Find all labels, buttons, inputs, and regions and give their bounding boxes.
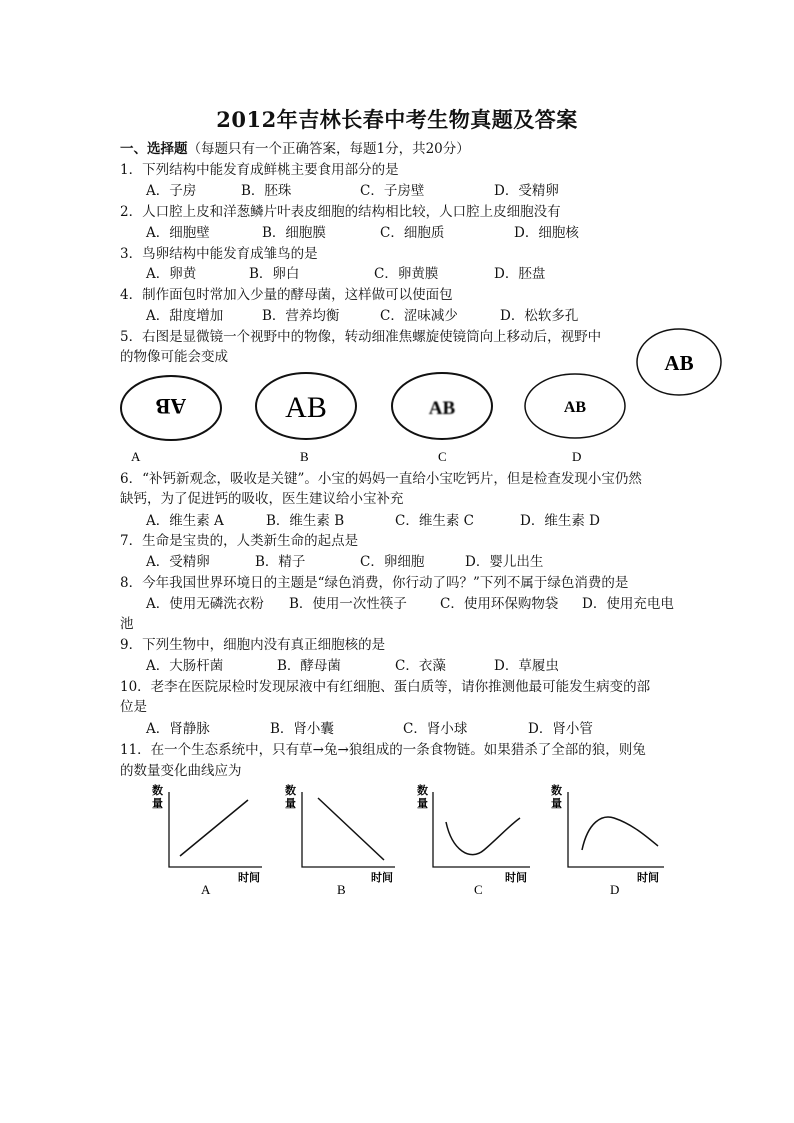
q1-option-c: C．子房壁 [360, 183, 425, 199]
question-5: 5．右图是显微镜一个视野中的物像，转动细准焦螺旋使镜筒向上移动后，视野中 [120, 329, 602, 345]
q7-option-a: A．受精卵 [146, 554, 210, 570]
option-a-image: AB [155, 394, 187, 419]
option-d-image: AB [563, 399, 587, 416]
q7-option-d: D．婴儿出生 [465, 554, 544, 570]
graph-c-curve [446, 818, 520, 855]
q10-option-b: B．肾小囊 [270, 721, 334, 737]
q6-option-a: A．维生素 A [146, 513, 224, 529]
q6-option-d: D．维生素 D [520, 513, 600, 529]
option-b-image: AB [285, 391, 327, 424]
q9-option-a: A．大肠杆菌 [146, 658, 224, 674]
question-10: 10．老李在医院尿检时发现尿液中有红细胞、蛋白质等，请你推测他最可能发生病变的部 [120, 679, 651, 695]
graph-b-ylabel-1: 数 [285, 785, 296, 797]
graph-a-axes [169, 792, 262, 867]
question-8: 8．今年我国世界环境日的主题是“绿色消费，你行动了吗？”下列不属于绿色消费的是 [120, 575, 629, 591]
q4-option-b: B．营养均衡 [262, 308, 340, 324]
option-a-label: A [131, 449, 141, 464]
graph-d-xlabel: 时间 [637, 872, 659, 884]
q3-option-a: A．卵黄 [146, 266, 197, 282]
graph-d-ylabel-2: 量 [551, 798, 562, 810]
question-11-cont: 的数量变化曲线应为 [120, 763, 242, 779]
graph-b-axes [302, 792, 395, 867]
q3-option-b: B．卵白 [249, 266, 300, 282]
graph-a-ylabel-1: 数 [152, 785, 163, 797]
option-c-label: C [438, 449, 447, 464]
question-1: 1．下列结构中能发育成鲜桃主要食用部分的是 [120, 162, 399, 178]
q9-option-b: B．酵母菌 [277, 658, 341, 674]
q8-option-a: A．使用无磷洗衣粉 [146, 596, 264, 612]
q10-option-c: C．肾小球 [403, 721, 468, 737]
graph-d-ylabel-1: 数 [551, 785, 562, 797]
graph-b-curve [318, 798, 384, 860]
graph-a-curve [180, 800, 248, 856]
q4-option-d: D．松软多孔 [500, 308, 579, 324]
q2-option-b: B．细胞膜 [262, 225, 326, 241]
section-note: （每题只有一个正确答案，每题1分，共20分） [187, 141, 470, 157]
question-2: 2．人口腔上皮和洋葱鳞片叶表皮细胞的结构相比较，人口腔上皮细胞没有 [120, 204, 561, 220]
microscope-figure [0, 0, 794, 480]
population-graphs [0, 770, 794, 910]
graph-a-ylabel-2: 量 [152, 798, 163, 810]
q1-option-d: D．受精卵 [494, 183, 559, 199]
q6-option-c: C．维生素 C [395, 513, 474, 529]
q3-option-c: C．卵黄膜 [374, 266, 439, 282]
graph-c-letter: C [474, 882, 483, 897]
question-10-cont: 位是 [120, 699, 147, 715]
q1-option-a: A．子房 [146, 183, 197, 199]
q2-option-a: A．细胞壁 [146, 225, 210, 241]
question-6: 6．“补钙新观念，吸收是关键”。小宝的妈妈一直给小宝吃钙片，但是检查发现小宝仍然 [120, 471, 642, 487]
q9-option-c: C．衣藻 [395, 658, 446, 674]
q8-option-c: C．使用环保购物袋 [440, 596, 559, 612]
q1-option-b: B．胚珠 [241, 183, 292, 199]
graph-b-letter: B [337, 882, 346, 897]
graph-b [285, 783, 395, 897]
question-8-cont: 池 [120, 616, 134, 632]
q7-option-b: B．精子 [255, 554, 306, 570]
graph-b-ylabel-2: 量 [285, 798, 296, 810]
option-d-label: D [572, 449, 582, 464]
graph-a-xlabel: 时间 [238, 872, 260, 884]
page-title: 2012年吉林长春中考生物真题及答案 [216, 107, 578, 132]
question-3: 3．鸟卵结构中能发育成雏鸟的是 [120, 246, 318, 262]
q2-option-c: C．细胞质 [380, 225, 445, 241]
q4-option-c: C．涩味减少 [380, 308, 458, 324]
q6-option-b: B．维生素 B [266, 513, 345, 529]
q8-option-b: B．使用一次性筷子 [289, 596, 407, 612]
q10-option-a: A．肾静脉 [146, 721, 210, 737]
graph-a [152, 783, 262, 897]
q4-option-a: A．甜度增加 [146, 308, 224, 324]
option-c-image: AB [428, 398, 456, 419]
question-7: 7．生命是宝贵的，人类新生命的起点是 [120, 533, 359, 549]
question-9: 9．下列生物中，细胞内没有真正细胞核的是 [120, 637, 386, 653]
graph-d-axes [568, 792, 664, 867]
q2-option-d: D．细胞核 [514, 225, 579, 241]
q8-option-d: D．使用充电电 [582, 596, 674, 612]
question-11: 11．在一个生态系统中，只有草→兔→狼组成的一条食物链。如果猎杀了全部的狼，则兔 [120, 742, 646, 758]
graph-c-ylabel-2: 量 [417, 798, 428, 810]
reference-image: AB [664, 351, 694, 375]
q10-option-d: D．肾小管 [528, 721, 593, 737]
graph-c [417, 783, 530, 897]
graph-d-letter: D [610, 882, 620, 897]
question-6-cont: 缺钙，为了促进钙的吸收，医生建议给小宝补充 [120, 491, 404, 507]
q7-option-c: C．卵细胞 [360, 554, 425, 570]
section-label: 一、选择题 [120, 141, 188, 157]
graph-a-letter: A [201, 882, 211, 897]
graph-b-xlabel: 时间 [371, 872, 393, 884]
question-4: 4．制作面包时常加入少量的酵母菌，这样做可以使面包 [120, 287, 453, 303]
option-b-label: B [300, 449, 309, 464]
graph-d-curve [582, 817, 658, 850]
q3-option-d: D．胚盘 [494, 266, 546, 282]
graph-d [551, 783, 664, 897]
question-5-cont: 的物像可能会变成 [120, 349, 228, 365]
graph-c-ylabel-1: 数 [417, 785, 428, 797]
q9-option-d: D．草履虫 [494, 658, 559, 674]
graph-c-xlabel: 时间 [505, 872, 527, 884]
